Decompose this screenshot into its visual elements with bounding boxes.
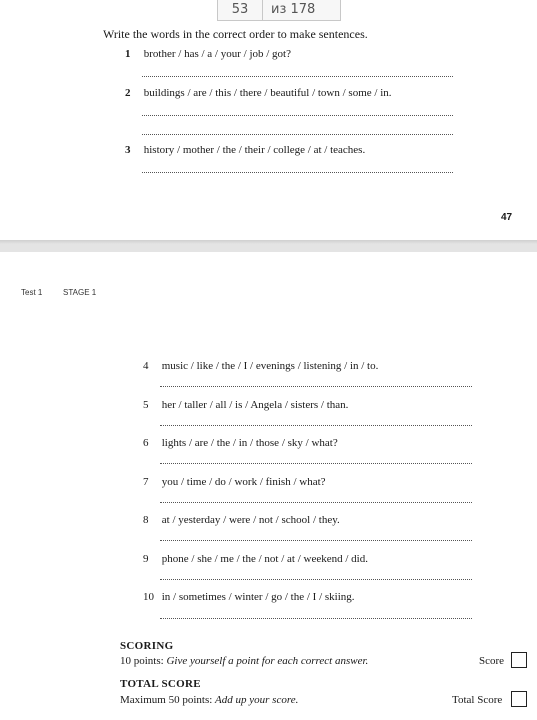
- item-text: history / mother / the / their / college / at / teaches.: [143, 144, 366, 156]
- item-text: at / yesterday / were / not / school / they.: [161, 514, 340, 526]
- answer-line: [160, 463, 472, 464]
- item-number: 3: [125, 144, 131, 156]
- stage-label: STAGE 1: [63, 288, 97, 297]
- exercise-item-7: [143, 476, 326, 488]
- scoring-heading: SCORING: [120, 640, 174, 652]
- test-label: Test 1: [21, 288, 43, 297]
- total-pages-label: из 178: [271, 1, 316, 17]
- answer-line: [160, 540, 472, 541]
- exercise-item-1: [125, 48, 291, 60]
- current-page-input[interactable]: 53: [218, 0, 263, 20]
- exercise-item-3: [125, 144, 365, 156]
- exercise-item-9: [143, 553, 368, 565]
- scoring-hint: Give yourself a point for each correct answer.: [166, 655, 369, 667]
- item-text: her / taller / all / is / Angela / sisters / than.: [161, 399, 349, 411]
- item-text: you / time / do / work / finish / what?: [161, 476, 326, 488]
- exercise-item-2: [125, 87, 392, 99]
- item-text: phone / she / me / the / not / at / weekend / did.: [161, 553, 368, 565]
- item-number: 1: [125, 48, 131, 60]
- score-label: Score: [479, 655, 505, 667]
- answer-line: [160, 386, 472, 387]
- total-score-label: Total Score: [452, 694, 503, 706]
- exercise-item-5: [143, 399, 348, 411]
- item-text: in / sometimes / winter / go / the / I / skiing.: [161, 591, 355, 603]
- exercise-item-8: [143, 514, 340, 526]
- item-number: 2: [125, 87, 131, 99]
- scoring-points: 10 points:: [120, 655, 164, 667]
- answer-line: [142, 172, 453, 173]
- answer-line: [160, 425, 472, 426]
- item-number: 5: [143, 399, 149, 411]
- answer-line: [160, 618, 472, 619]
- exercise-item-6: [143, 437, 338, 449]
- total-hint: Add up your score.: [215, 694, 299, 706]
- item-text: buildings / are / this / there / beautiful / town / some / in.: [143, 87, 392, 99]
- answer-line: [142, 134, 453, 135]
- item-number: 7: [143, 476, 149, 488]
- page-47: [0, 0, 537, 240]
- exercise-instruction: Write the words in the correct order to make sentences.: [103, 27, 368, 41]
- total-score-box[interactable]: [511, 691, 527, 707]
- total-points: Maximum 50 points:: [120, 694, 213, 706]
- scoring-instruction: [120, 655, 368, 667]
- answer-line: [160, 579, 472, 580]
- answer-line: [142, 115, 453, 116]
- item-number: 10: [143, 591, 154, 603]
- item-number: 9: [143, 553, 149, 565]
- page-gap: [0, 240, 537, 244]
- answer-line: [160, 502, 472, 503]
- page-navigator: [217, 0, 341, 21]
- item-text: lights / are / the / in / those / sky / what?: [161, 437, 338, 449]
- answer-line: [142, 76, 453, 77]
- exercise-item-10: [143, 591, 355, 603]
- item-number: 8: [143, 514, 149, 526]
- page-number: 47: [501, 212, 513, 223]
- exercise-item-4: [143, 360, 378, 372]
- item-text: music / like / the / I / evenings / listening / in / to.: [161, 360, 379, 372]
- item-text: brother / has / a / your / job / got?: [143, 48, 291, 60]
- item-number: 4: [143, 360, 149, 372]
- score-box[interactable]: [511, 652, 527, 668]
- total-score-heading: TOTAL SCORE: [120, 678, 201, 690]
- total-score-instruction: [120, 694, 298, 706]
- item-number: 6: [143, 437, 149, 449]
